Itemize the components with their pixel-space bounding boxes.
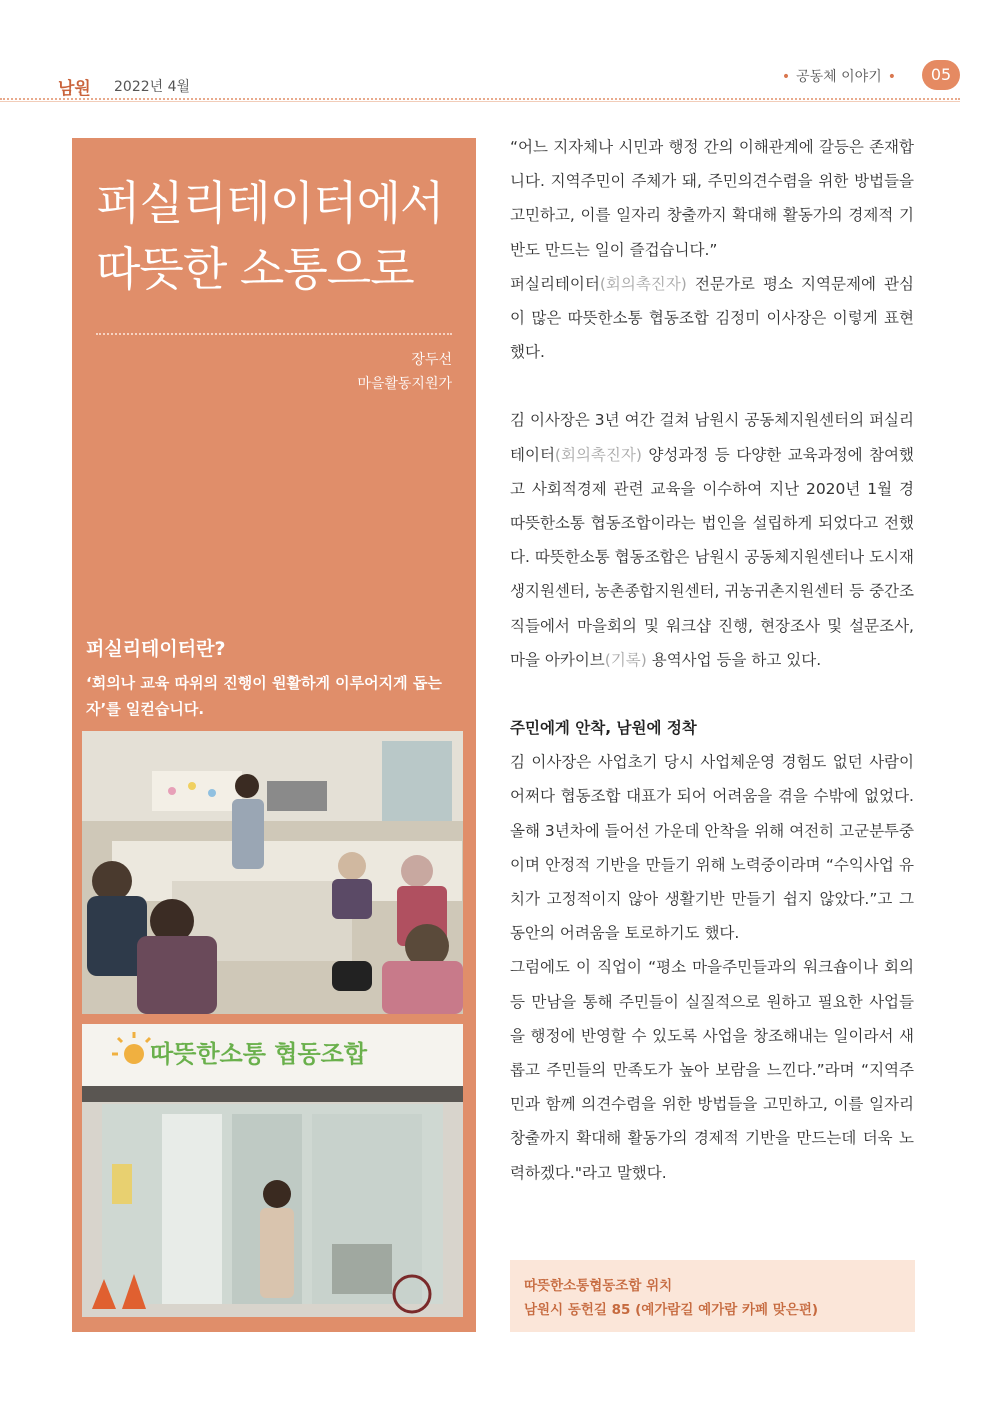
text-span: 퍼실리테이터 [510, 274, 600, 293]
paragraph-quote: “어느 지자체나 시민과 행정 간의 이해관계에 갈등은 존재합니다. 지역주민이 주체가 돼, 주민의견수렴을 위한 방법들을 고민하고, 이를 일자리 창출까지 확대해 활동가의 경제적 기반도 만드는 일이 즐겁습니다.” [510, 138, 914, 259]
text-span: 김 이사장은 3년 여간 걸쳐 남원시 공동체지원센터의 퍼실리테이터 [510, 411, 914, 464]
sidebar-description: ‘회의나 교육 따위의 진행이 원활하게 이루어지게 돕는 자’를 일컫습니다. [86, 674, 442, 718]
section-name: 공동체 이야기 [796, 69, 882, 85]
bullet-icon: • [781, 69, 791, 85]
magazine-logo: 남원 [58, 79, 91, 99]
sign-text: 따뜻한소통 협동조합 [150, 1040, 368, 1068]
author-name: 장두선 [411, 352, 452, 368]
meeting-photo [82, 731, 463, 1014]
issue-date: 2022년 4월 [114, 79, 191, 95]
text-span: 용역사업 등을 하고 있다. [646, 650, 822, 669]
gloss-text: (기록) [604, 650, 647, 669]
byline [357, 348, 452, 396]
subheading: 주민에게 안착, 남원에 정착 [510, 719, 697, 738]
article-title [96, 170, 466, 302]
gloss-text: (회의촉진자) [599, 274, 687, 293]
location-label: 따뜻한소통협동조합 위치 [524, 1278, 673, 1294]
sidebar-heading: 퍼실리테이터란? [86, 638, 226, 660]
paragraph-spacer [510, 369, 914, 403]
meeting-illustration [82, 731, 463, 1014]
header-divider [0, 98, 960, 100]
storefront-photo [82, 1024, 463, 1317]
paragraph-challenges: 김 이사장은 사업초기 당시 사업체운영 경험도 없던 사람이 어쩌다 협동조합 대표가 되어 어려움을 겪을 수밖에 없었다. 올해 3년차에 들어선 가운데 안착을 위해 여전히 고군분투중이며 안정적 기반을 만들기 위해 노력중이라며 “수익사업 유치가 고정적이지 않아 생활기반 만들기 쉽지 않았다.”고 그동안의 어려움을 토로하기도 했다. [510, 753, 914, 943]
author-role: 마을활동지원가 [357, 376, 452, 392]
paragraph-intro [510, 267, 914, 370]
article-body [510, 130, 914, 1190]
gloss-text: (회의촉진자) [554, 445, 642, 464]
page-header [0, 0, 1000, 110]
bullet-icon: • [887, 69, 896, 85]
title-line-2: 따뜻한 소통으로 [96, 242, 414, 296]
paragraph-reward: 그럼에도 이 직업이 “평소 마을주민들과의 워크숍이나 회의 등 만남을 통해 주민들이 실질적으로 원하고 필요한 사업들을 행정에 반영할 수 있도록 사업을 창조해내는 일이라서 새롭고 주민들의 만족도가 높아 보람을 느낀다.”라며 “지역주민과 함께 의견수렴을 위한 방법들을 고민하고, 이를 일자리 창출까지 확대해 활동가의 경제적 기반을 만드는데 더욱 노력하겠다."라고 말했다. [510, 958, 914, 1182]
title-divider [96, 333, 452, 335]
section-label [776, 66, 902, 86]
location-address: 남원시 동헌길 85 (예가람길 예가람 카페 맞은편) [524, 1302, 819, 1318]
storefront-illustration [82, 1024, 463, 1317]
paragraph-spacer [510, 677, 914, 711]
header-divider-line [0, 101, 960, 102]
location-box [510, 1260, 915, 1332]
text-span: 양성과정 등 다양한 교육과정에 참여했고 사회적경제 관련 교육을 이수하여 지난 2020년 1월 경 따뜻한소통 협동조합이라는 법인을 설립하게 되었다고 전했다. 따뜻한소통 협동조합은 남원시 공동체지원센터나 도시재생지원센터, 농촌종합지원센터, 귀농귀촌지원센터 등 중간조직들에서 마을회의 및 워크샵 진행, 현장조사 및 설문조사, 마을 아카이브 [510, 445, 914, 669]
title-line-1: 퍼실리테이터에서 [96, 176, 444, 230]
paragraph-background [510, 403, 914, 677]
page-number: 05 [922, 60, 960, 90]
text-span: 전문가로 평소 지역문제에 관심이 많은 따뜻한소통 협동조합 김정미 이사장은 이렇게 표현했다. [510, 274, 914, 362]
